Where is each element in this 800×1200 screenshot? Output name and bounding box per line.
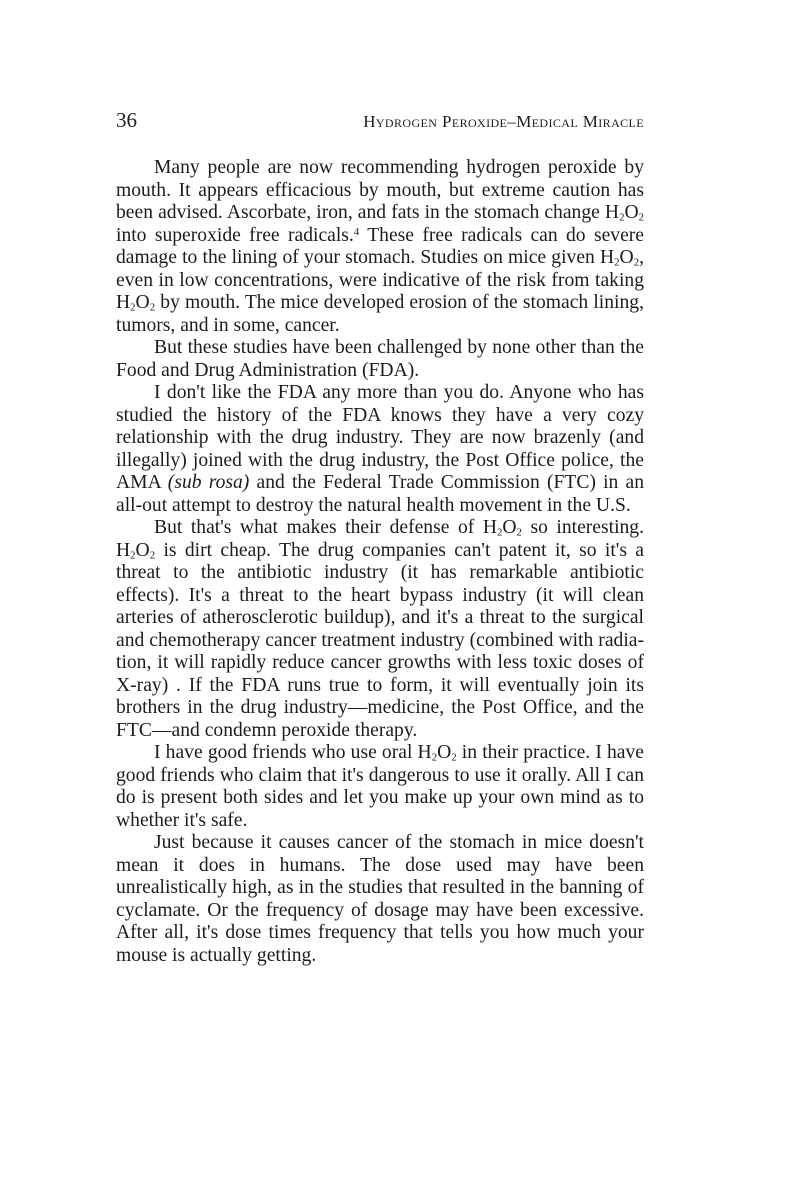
page-number: 36 — [116, 108, 137, 132]
paragraph-2: But these studies have been challenged by none other than the Food and Drug Administration (FDA). — [116, 337, 644, 381]
chemical-formula-h2o2: $H_2O_2$ — [116, 539, 156, 562]
book-page — [116, 108, 644, 967]
footnote-reference: 4 — [353, 225, 360, 238]
body-text — [116, 157, 644, 967]
paragraph-1 — [116, 157, 644, 337]
text-segment: into superoxide free radicals. — [116, 224, 354, 246]
running-title: Hydrogen Peroxide–Medical Miracle — [363, 112, 644, 131]
paragraph-5 — [116, 742, 644, 832]
text-segment: These free radicals can do severe damage to the lining of your stomach. Studies on mice given — [116, 224, 644, 268]
text-segment: by mouth. The mice developed erosion of the stomach lining, tumors, and in some, cancer. — [116, 292, 644, 336]
paragraph-3 — [116, 382, 644, 517]
text-segment: so interesting. — [521, 517, 645, 538]
text-segment: I have good friends who use oral — [154, 742, 418, 763]
italic-phrase: (sub rosa) — [167, 472, 250, 493]
chemical-formula-h2o2: $H_2O_2$ — [600, 247, 640, 269]
paragraph-6: Just because it causes cancer of the stomach in mice doesn't mean it does in humans. The dose used may have been unrealistically high, as in the studies that resulted in the banning of cyclamate. Or the frequency of dosage may have been excessive. After all, it's dose times frequency that tells you how much your mouse is actually getting. — [116, 832, 644, 966]
text-segment: is dirt cheap. The drug companies can't patent it, so it's a threat to the antibiotic industry (it has remarkable antibiotic effects). It's a threat to the heart bypass industry (it will clean arteries of atherosclerotic buildup), and it's a threat to the surgical and chemotherapy cancer treatment industry (combined with radiation, it will rapidly reduce cancer growths with less toxic doses of X-ray) . If the FDA runs true to form, it will eventually join its brothers in the drug industry—medicine, the Post Office, and the FTC—and condemn peroxide therapy. — [116, 539, 644, 741]
chemical-formula-h2o2: $H_2O_2$ — [417, 742, 457, 764]
text-segment: and the Federal Trade Commission (FTC) in an all-out attempt to destroy the natural health movement in the U.S. — [116, 472, 644, 516]
chemical-formula-h2o2: $H_2O_2$ — [604, 202, 644, 224]
chemical-formula-h2o2: $H_2O_2$ — [116, 292, 156, 314]
running-header — [116, 108, 644, 142]
text-segment: in their practice. I have good friends who claim that it's dangerous to use it orally. All I can do is present both sides and let you make up your own mind as to whether it's safe. — [116, 742, 644, 831]
text-segment: Many people are now recommending hydrogen peroxide by mouth. It appears efficacious by mouth, but extreme caution has been advised. Ascorbate, iron, and fats in the stomach change — [116, 157, 644, 223]
text-segment: , even in low concentrations, were indicative of the risk from taking — [116, 247, 644, 291]
text-segment: I don't like the FDA any more than you do. Anyone who has studied the history of the FDA knows they have a very cozy relationship with the drug industry. They are now brazenly (and illegally) joined with the drug industry, the Post Office police, the AMA — [116, 382, 644, 493]
paragraph-4 — [116, 517, 644, 742]
chemical-formula-h2o2: $H_2O_2$ — [482, 517, 522, 539]
text-segment: But that's what makes their defense of — [154, 517, 483, 538]
